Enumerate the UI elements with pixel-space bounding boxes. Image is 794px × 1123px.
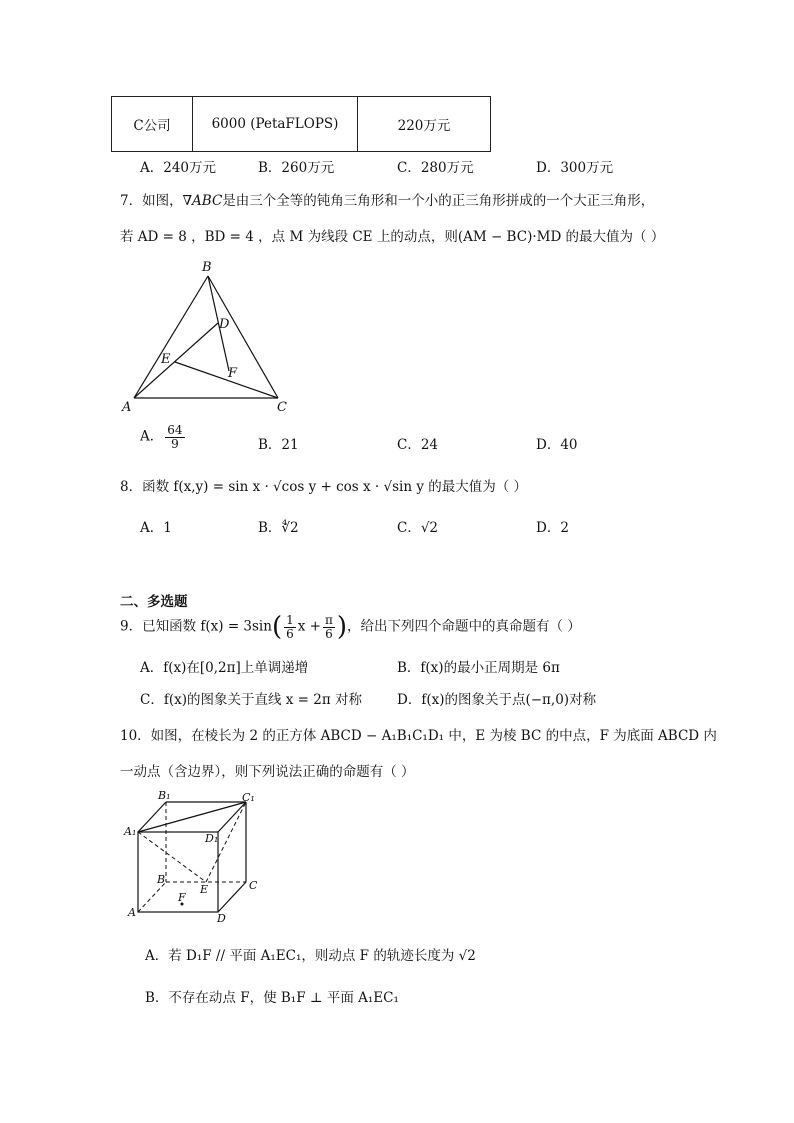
q7-prefix: 7．如图， xyxy=(120,193,183,209)
compute-table xyxy=(111,96,491,152)
label-B1: B₁ xyxy=(158,789,171,802)
numerator: 64 xyxy=(167,423,183,437)
q7-rest: 是由三个全等的钝角三角形和一个小的正三角形拼成的一个大正三角形， xyxy=(222,193,655,209)
q10-option-b: B．不存在动点 F，使 B₁F ⊥ 平面 A₁EC₁ xyxy=(145,990,399,1006)
label-D: D xyxy=(219,317,230,332)
denominator: 9 xyxy=(171,436,179,451)
q7-option-c: C．24 xyxy=(397,437,439,453)
q9-option-a: A．f(x)在[0,2π]上单调递增 xyxy=(140,660,309,676)
label-D1: D₁ xyxy=(205,832,219,845)
fraction xyxy=(284,614,296,640)
q9-stem xyxy=(120,612,581,642)
label-C: C xyxy=(249,879,258,892)
label-C1: C₁ xyxy=(242,791,255,804)
fraction xyxy=(323,614,335,640)
q7-abc: ABC xyxy=(192,193,223,209)
power-cell: 6000 (PetaFLOPS) xyxy=(193,97,358,152)
label-E: E xyxy=(161,352,171,367)
label-D: D xyxy=(217,912,226,925)
triangle-symbol: ∇ xyxy=(182,193,193,209)
q7-triangle-figure xyxy=(118,258,298,418)
paren-left: ( xyxy=(271,612,283,642)
q6-option-a: A．240万元 xyxy=(140,160,217,176)
q9-option-c: C．f(x)的图象关于直线 x = 2π 对称 xyxy=(140,692,363,708)
price-cell: 220万元 xyxy=(358,97,491,152)
q8-option-a: A．1 xyxy=(140,520,172,536)
q10-option-a: A．若 D₁F // 平面 A₁EC₁，则动点 F 的轨迹长度为 √2 xyxy=(145,948,476,964)
q9-option-b: B．f(x)的最小正周期是 6π xyxy=(397,660,560,676)
label-A1: A₁ xyxy=(124,825,137,838)
label-F: F xyxy=(178,891,186,904)
q10-stem-line2: 一动点（含边界），则下列说法正确的命题有（ ） xyxy=(120,764,415,780)
q8-option-b: B．∜2 xyxy=(258,520,299,536)
label-B: B xyxy=(202,260,212,275)
numerator: 1 xyxy=(286,612,294,627)
denominator: 6 xyxy=(325,626,333,641)
fraction xyxy=(165,424,184,450)
q10-cube-figure xyxy=(120,788,270,928)
q9-option-d: D．f(x)的图象关于点(−π,0)对称 xyxy=(397,692,597,708)
q7-option-a-prefix: A． xyxy=(140,428,164,445)
q7-option-a xyxy=(140,424,187,450)
q7-option-d: D．40 xyxy=(536,437,578,453)
label-A: A xyxy=(128,906,136,919)
q6-option-b: B．260万元 xyxy=(258,160,335,176)
company-cell: C公司 xyxy=(112,97,193,152)
section-heading: 二、多选题 xyxy=(120,594,188,610)
q8-stem: 8．函数 f(x,y) = sin x · √cos y + cos x · √sin y 的最大值为（ ） xyxy=(120,479,528,495)
q6-option-d: D．300万元 xyxy=(536,160,614,176)
q9-mid: x + xyxy=(297,618,321,635)
denominator: 6 xyxy=(286,626,294,641)
q7-option-b: B．21 xyxy=(258,437,299,453)
paren-right: ) xyxy=(336,612,348,642)
q10-stem-line1: 10．如图，在棱长为 2 的正方体 ABCD − A₁B₁C₁D₁ 中，E 为棱 BC 的中点，F 为底面 ABCD 内 xyxy=(120,728,717,744)
q8-option-c: C．√2 xyxy=(397,520,439,536)
label-C: C xyxy=(277,400,287,415)
q7-stem-line1 xyxy=(120,189,654,209)
q9-prefix: 9．已知函数 f(x) = 3sin xyxy=(120,618,272,635)
label-E: E xyxy=(200,883,209,896)
table-row xyxy=(112,97,491,152)
numerator: π xyxy=(324,612,333,627)
q8-option-d: D．2 xyxy=(536,520,569,536)
q9-suffix: ，给出下列四个命题中的真命题有（ ） xyxy=(347,618,581,635)
label-F: F xyxy=(228,366,238,381)
q6-option-c: C．280万元 xyxy=(397,160,474,176)
q7-stem-line2: 若 AD = 8 ，BD = 4 ，点 M 为线段 CE 上的动点，则(AM − BC)·MD 的最大值为（ ） xyxy=(120,229,665,245)
label-A: A xyxy=(122,400,132,415)
label-B: B xyxy=(157,873,166,886)
